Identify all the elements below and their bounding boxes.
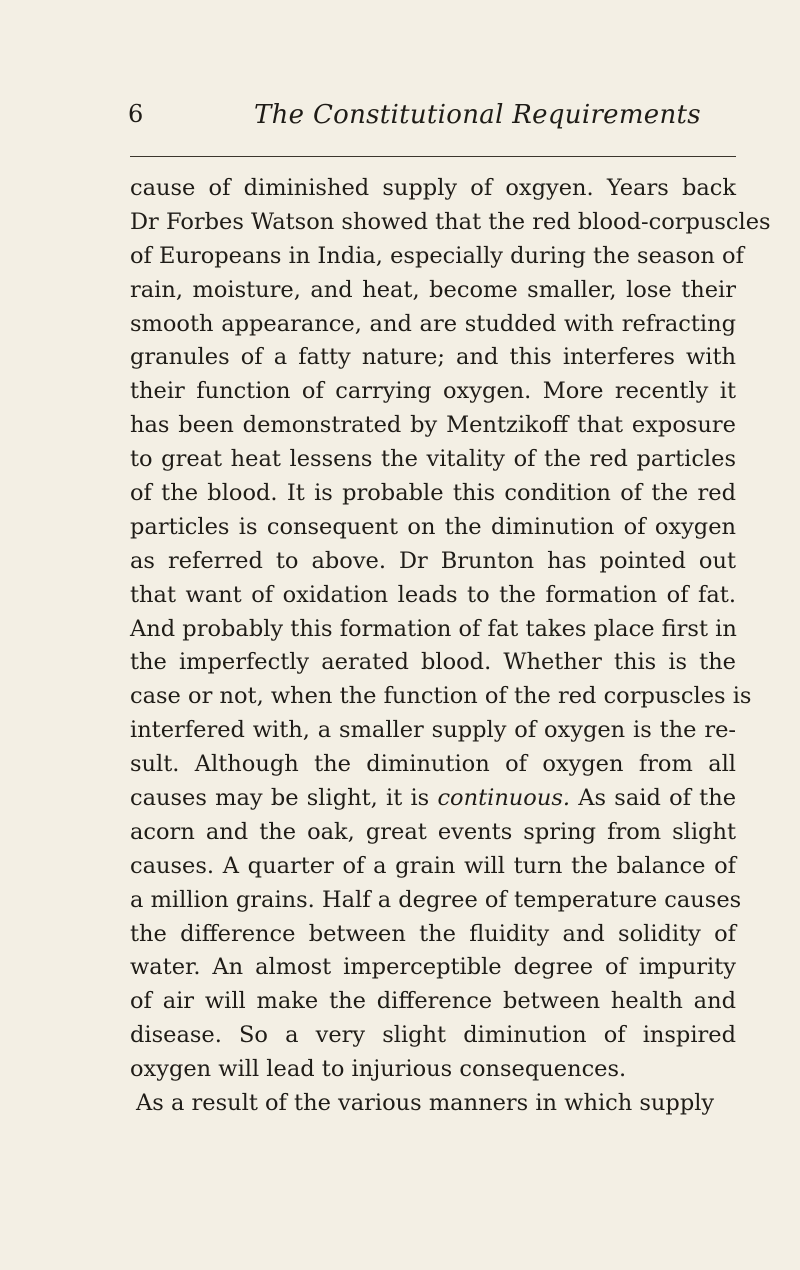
page-number: 6 [128,100,144,128]
body-text [130,172,771,1121]
text-line: sult. Although the diminution of oxygen from all [130,751,736,778]
text-line: particles is consequent on the diminution of oxygen [130,513,736,540]
text-line: smooth appearance, and are studded with refracting [130,310,736,337]
text-fragment: causes may be slight, it is [130,785,438,812]
page-header [128,96,740,142]
text-line: of air will make the difference between health and [130,988,736,1015]
text-line: disease. So a very slight diminution of inspired [130,1022,736,1049]
text-line: of the blood. It is probable this condition of the red [130,480,736,507]
text-line: case or not, when the function of the red corpuscles is [130,683,752,710]
text-line: causes. A quarter of a grain will turn the balance of [130,852,736,879]
text-line: their function of carrying oxygen. More recently it [130,378,736,405]
text-line: a million grains. Half a degree of temperature causes [130,886,742,913]
text-line: interfered with, a smaller supply of oxygen is the re- [130,717,736,744]
paragraph-start-line: As a result of the various manners in which supply [136,1090,715,1117]
text-line: the imperfectly aerated blood. Whether this is the [130,649,736,676]
text-line: Dr Forbes Watson showed that the red blood-corpuscles [130,208,771,235]
italic-emphasis: continuous. [437,785,571,812]
text-fragment: As said of the [570,785,737,812]
text-line: acorn and the oak, great events spring from slight [130,818,736,845]
text-line-with-italic [130,782,736,816]
text-line: that want of oxidation leads to the formation of fat. [130,581,736,608]
text-line: the difference between the fluidity and solidity of [130,920,736,947]
text-line: granules of a fatty nature; and this interferes with [130,344,736,371]
paragraph-end-line: oxygen will lead to injurious consequences. [130,1056,627,1083]
text-line: as referred to above. Dr Brunton has pointed out [130,547,736,574]
text-line: to great heat lessens the vitality of the red particles [130,446,736,473]
text-line: And probably this formation of fat takes place first in [130,615,737,642]
text-line: water. An almost imperceptible degree of impurity [130,954,736,981]
text-line: has been demonstrated by Mentzikoff that exposure [130,412,736,439]
text-line: rain, moisture, and heat, become smaller, lose their [130,276,736,303]
text-line: of Europeans in India, especially during the season of [130,242,744,269]
running-title: The Constitutional Requirements [254,100,701,130]
text-line: cause of diminished supply of oxgyen. Years back [130,175,736,201]
header-rule [130,156,736,157]
